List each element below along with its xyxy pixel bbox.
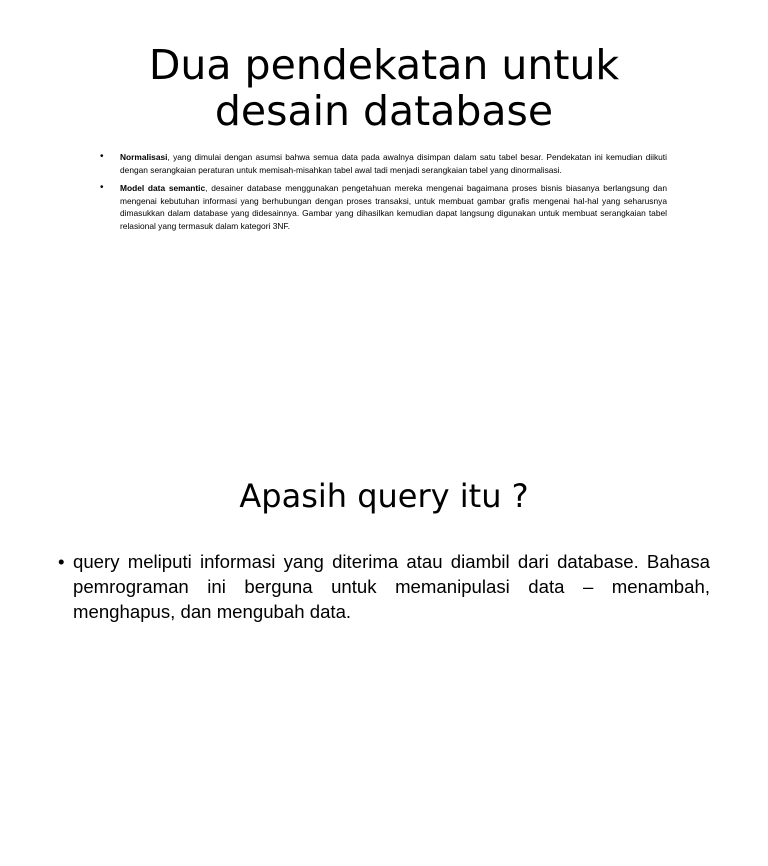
list-item-query	[58, 549, 710, 624]
bullet-icon: •	[58, 551, 65, 572]
term-description: , desainer database menggunakan pengetahuan mereka mengenai bagaimana proses bisnis biasanya berlangsung dan mengenai kebutuhan informasi yang berhubungan dengan proses transaksi, untuk membuat gambar grafis mengenai hal-hal yang seharusnya dimasukkan dalam database yang didesainnya. Gambar yang dihasilkan kemudian dapat langsung digunakan untuk membuat serangkaian tabel relasional yang termasuk dalam kategori 3NF.	[120, 183, 667, 231]
bullet-icon: •	[100, 182, 104, 193]
bullet-text: query meliputi informasi yang diterima atau diambil dari database. Bahasa pemrograman ini berguna untuk memanipulasi data – menambah, menghapus, dan mengubah data.	[73, 551, 710, 622]
term-label: Normalisasi	[120, 152, 168, 162]
term-label: Model data semantic	[120, 183, 206, 193]
bullet-list	[58, 549, 710, 624]
list-item-model-data-semantic	[100, 182, 667, 232]
slide-query	[0, 433, 768, 866]
list-item-normalisasi	[100, 151, 667, 176]
term-description: , yang dimulai dengan asumsi bahwa semua data pada awalnya disimpan dalam satu tabel besar. Pendekatan ini kemudian diikuti dengan serangkaian peraturan untuk memisah-misahkan tabel awal tadi menjadi serangkaian tabel yang dinormalisasi.	[120, 152, 667, 175]
bullet-icon: •	[100, 151, 104, 162]
bullet-list	[100, 151, 667, 238]
slide-title: Apasih query itu ?	[239, 477, 529, 515]
slide-title: Dua pendekatan untuk desain database	[148, 41, 620, 135]
